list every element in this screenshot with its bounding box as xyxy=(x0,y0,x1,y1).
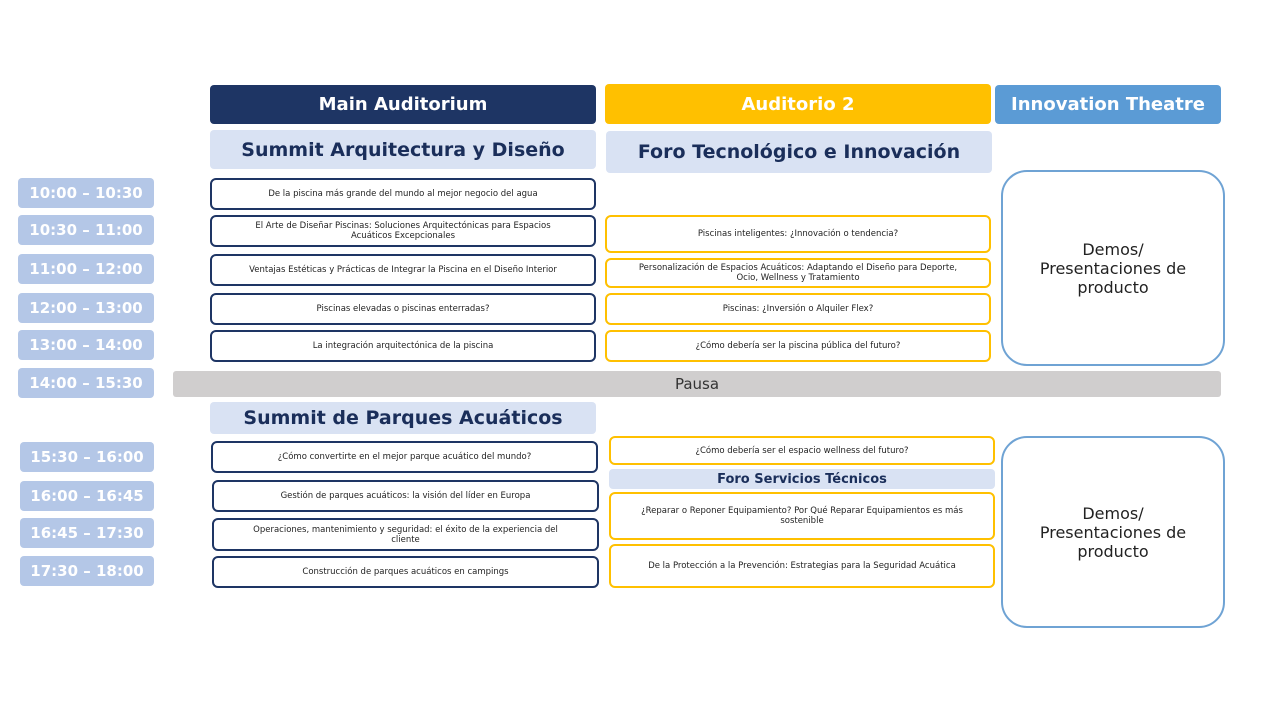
time-slot: 10:30 – 11:00 xyxy=(18,215,154,245)
session-card[interactable]: La integración arquitectónica de la piscina xyxy=(210,330,596,362)
track-label: Summit Arquitectura y Diseño xyxy=(241,138,565,161)
session-card[interactable]: Piscinas inteligentes: ¿Innovación o tendencia? xyxy=(605,215,991,253)
track-label: Summit de Parques Acuáticos xyxy=(243,407,563,429)
room-header-inno xyxy=(995,85,1221,124)
session-card[interactable]: ¿Cómo debería ser el espacio wellness del futuro? xyxy=(609,436,995,465)
room-header-aud2 xyxy=(605,84,991,124)
room-label: Auditorio 2 xyxy=(741,93,855,115)
time-slot: 11:00 – 12:00 xyxy=(18,254,154,284)
session-card[interactable]: Construcción de parques acuáticos en campings xyxy=(212,556,599,588)
room-label: Main Auditorium xyxy=(318,94,488,115)
time-slot: 15:30 – 16:00 xyxy=(20,442,154,472)
session-card[interactable]: Piscinas: ¿Inversión o Alquiler Flex? xyxy=(605,293,991,325)
time-slot: 14:00 – 15:30 xyxy=(18,368,154,398)
session-card[interactable]: El Arte de Diseñar Piscinas: Soluciones Arquitectónicas para Espacios Acuáticos Excepcionales xyxy=(210,215,596,247)
time-slot: 12:00 – 13:00 xyxy=(18,293,154,323)
session-card[interactable]: Piscinas elevadas o piscinas enterradas? xyxy=(210,293,596,325)
room-header-main xyxy=(210,85,596,124)
session-card[interactable]: ¿Reparar o Reponer Equipamiento? Por Qué Reparar Equipamientos es más sostenible xyxy=(609,492,995,540)
time-slot: 17:30 – 18:00 xyxy=(20,556,154,586)
session-card[interactable]: Personalización de Espacios Acuáticos: Adaptando el Diseño para Deporte, Ocio, Wellness y Tratamiento xyxy=(605,258,991,288)
time-slot: 16:00 – 16:45 xyxy=(20,481,154,511)
room-label: Innovation Theatre xyxy=(1011,94,1205,115)
track-header-parques xyxy=(210,402,596,434)
track-label: Foro Tecnológico e Innovación xyxy=(637,141,961,163)
time-slot: 13:00 – 14:00 xyxy=(18,330,154,360)
session-card[interactable]: Ventajas Estéticas y Prácticas de Integrar la Piscina en el Diseño Interior xyxy=(210,254,596,286)
time-slot: 10:00 – 10:30 xyxy=(18,178,154,208)
break-bar: Pausa xyxy=(173,371,1221,397)
demo-card[interactable]: Demos/ Presentaciones de producto xyxy=(1001,170,1225,366)
time-slot: 16:45 – 17:30 xyxy=(20,518,154,548)
session-card[interactable]: Gestión de parques acuáticos: la visión del líder en Europa xyxy=(212,480,599,512)
track-header-arq xyxy=(210,130,596,169)
session-card[interactable]: De la Protección a la Prevención: Estrategias para la Seguridad Acuática xyxy=(609,544,995,588)
session-card[interactable]: Operaciones, mantenimiento y seguridad: el éxito de la experiencia del cliente xyxy=(212,518,599,551)
session-card[interactable]: ¿Cómo convertirte en el mejor parque acuático del mundo? xyxy=(211,441,598,473)
session-card[interactable]: De la piscina más grande del mundo al mejor negocio del agua xyxy=(210,178,596,210)
track-header-tec xyxy=(606,131,992,173)
session-card[interactable]: ¿Cómo debería ser la piscina pública del futuro? xyxy=(605,330,991,362)
track-label: Foro Servicios Técnicos xyxy=(717,471,887,487)
demo-card[interactable]: Demos/ Presentaciones de producto xyxy=(1001,436,1225,628)
track-header-servicios xyxy=(609,469,995,489)
